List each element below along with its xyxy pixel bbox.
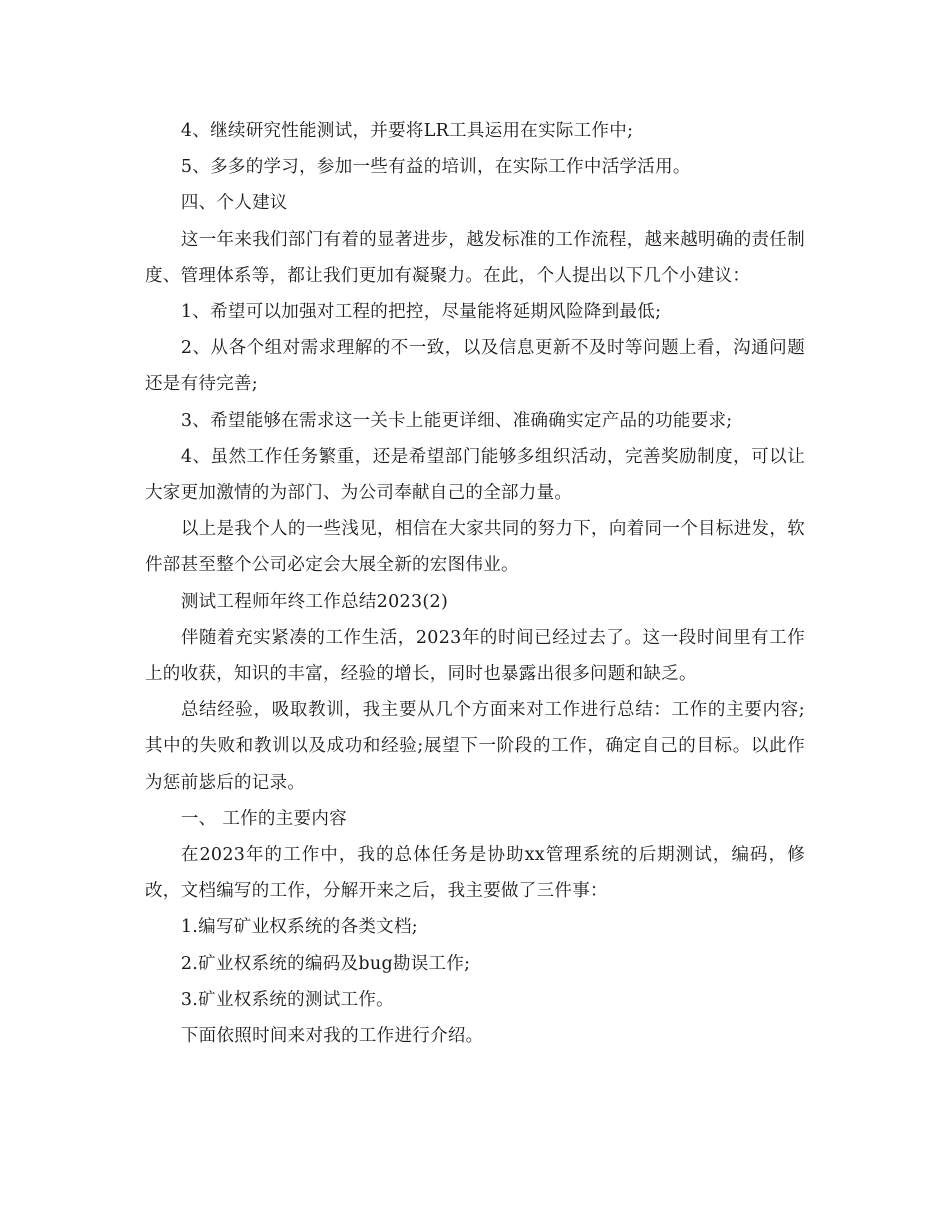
- paragraph-summary-outline: 总结经验，吸取教训，我主要从几个方面来对工作进行总结：工作的主要内容;其中的失败和教训以及成功和经验;展望下一阶段的工作，确定自己的目标。以此作为惩前毖后的记录。: [145, 700, 805, 793]
- paragraph-intro: 伴随着充实紧凑的工作生活，2023年的时间已经过去了。这一段时间里有工作上的收获，知识的丰富，经验的增长，同时也暴露出很多问题和缺乏。: [145, 627, 805, 685]
- paragraph-suggestion-4: 4、虽然工作任务繁重，还是希望部门能够多组织活动，完善奖励制度，可以让大家更加激情的为部门、为公司奉献自己的全部力量。: [145, 446, 805, 504]
- paragraph-suggestion-1: 1、希望可以加强对工程的把控，尽量能将延期风险降到最低;: [180, 302, 662, 323]
- paragraph-suggestion-2: 2、从各个组对需求理解的不一致，以及信息更新不及时等问题上看，沟通问题还是有待完善;: [145, 338, 805, 395]
- list-item-task-2: 2.矿业权系统的编码及bug勘误工作;: [180, 953, 471, 974]
- paragraph-suggestion-3: 3、希望能够在需求这一关卡上能更详细、准确确实定产品的功能要求;: [180, 410, 733, 431]
- paragraph-closing: 以上是我个人的一些浅见，相信在大家共同的努力下，向着同一个目标进发，软件部甚至整个公司必定会大展全新的宏图伟业。: [145, 519, 805, 576]
- paragraph-plan-5: 5、多多的学习，参加一些有益的培训，在实际工作中活学活用。: [180, 157, 691, 178]
- document-body: [145, 113, 805, 1054]
- list-item-task-3: 3.矿业权系统的测试工作。: [180, 989, 394, 1010]
- paragraph-plan-4: 4、继续研究性能测试，并要将LR工具运用在实际工作中;: [180, 121, 634, 141]
- section-heading-suggestions: 四、个人建议: [180, 193, 288, 214]
- list-item-task-1: 1.编写矿业权系统的各类文档;: [180, 917, 418, 938]
- paragraph-transition: 下面依照时间来对我的工作进行介绍。: [180, 1026, 484, 1047]
- section-heading-main-work: 一、 工作的主要内容: [180, 808, 347, 829]
- paragraph-suggestions-intro: 这一年来我们部门有着的显著进步，越发标准的工作流程，越来越明确的责任制度、管理体系等，都让我们更加有凝聚力。在此，个人提出以下几个小建议：: [145, 229, 805, 286]
- document-subtitle: 测试工程师年终工作总结2023(2): [180, 591, 449, 612]
- paragraph-main-work: 在2023年的工作中，我的总体任务是协助xx管理系统的后期测试，编码，修改，文档编写的工作，分解开来之后，我主要做了三件事：: [145, 845, 805, 902]
